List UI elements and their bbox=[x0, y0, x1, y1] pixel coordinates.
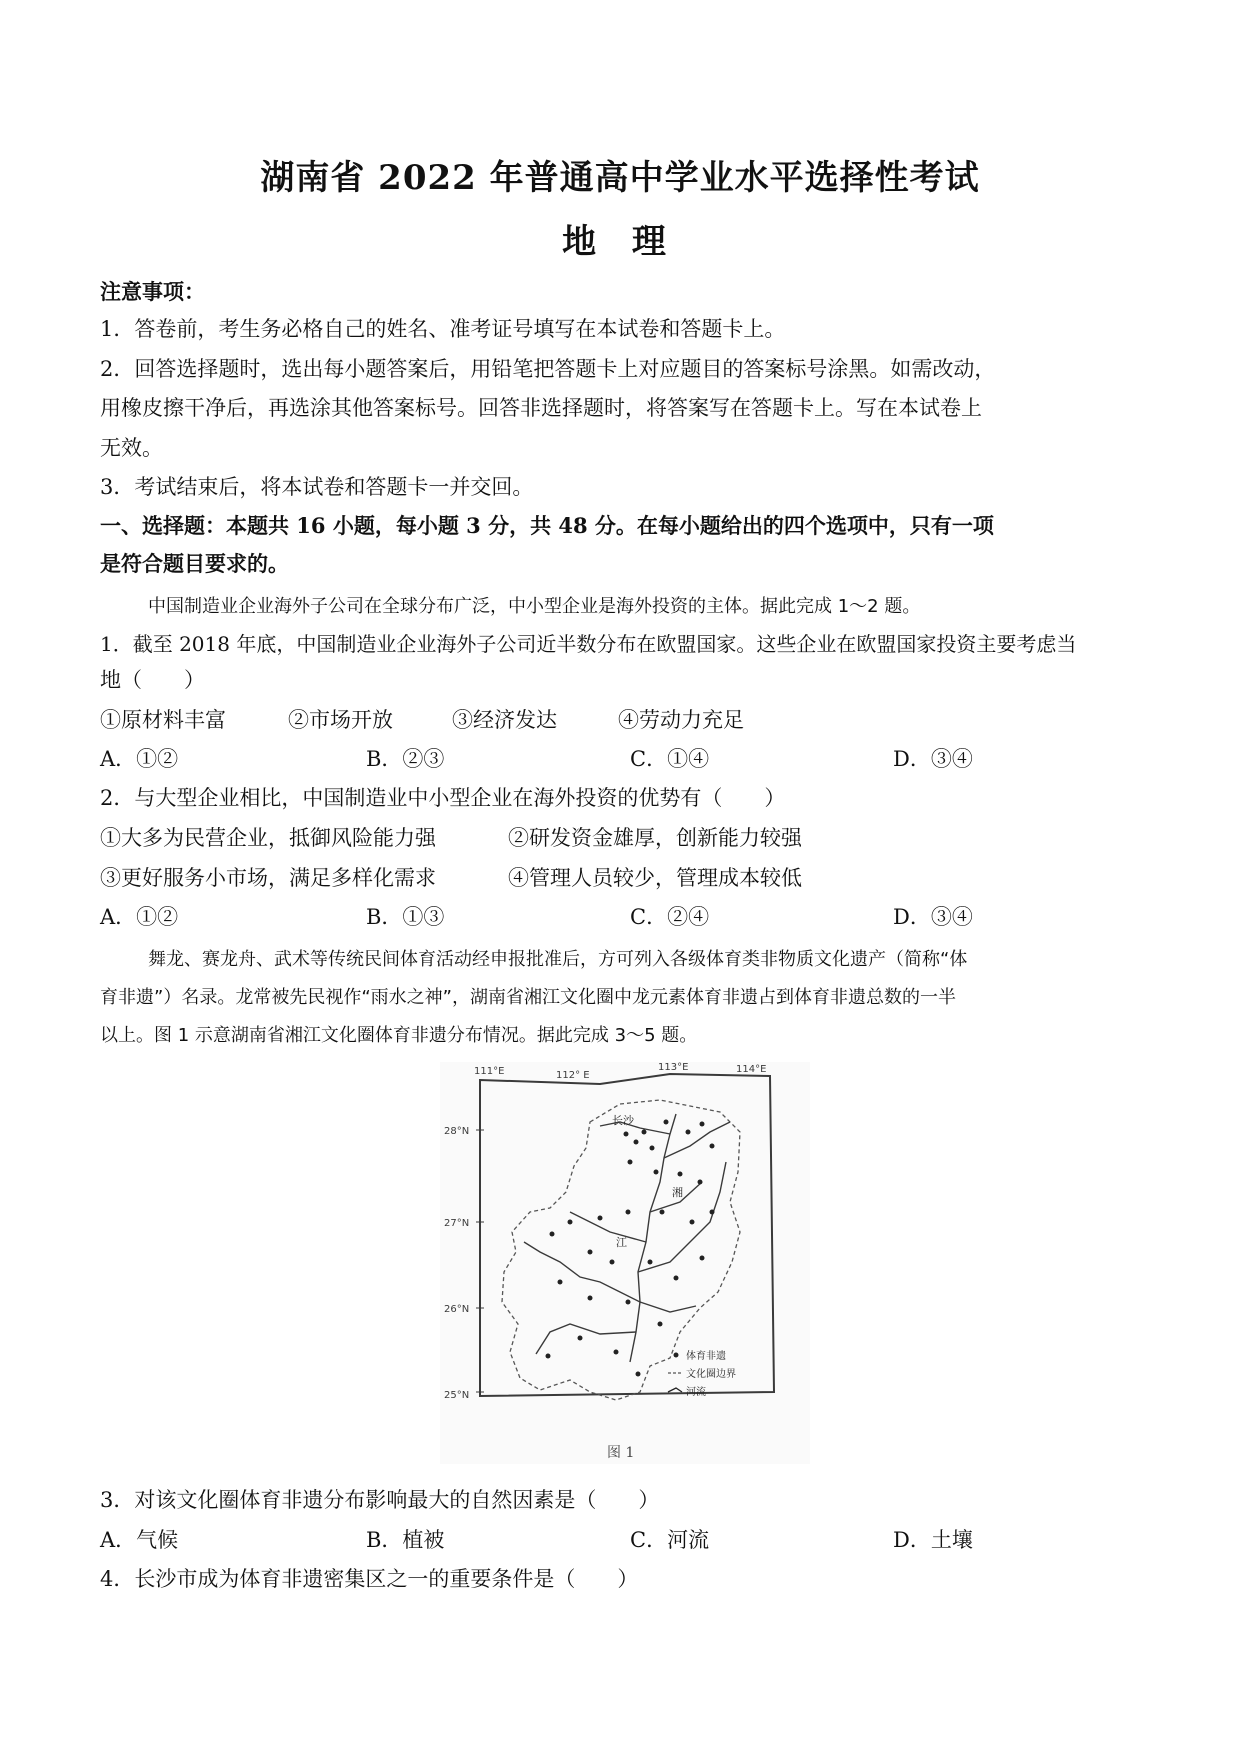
q1-option-d: D．③④ bbox=[893, 747, 973, 771]
lat-label: 28°N bbox=[444, 1126, 470, 1137]
q2-item: ③更好服务小市场，满足多样化需求 bbox=[100, 866, 436, 890]
passage-2-line: 育非遗”）名录。龙常被先民视作“雨水之神”，湖南省湘江文化圈中龙元素体育非遗占到体育非遗总数的一半 bbox=[100, 987, 956, 1008]
lon-label: 113°E bbox=[658, 1062, 689, 1073]
question-1-stem: 1．截至 2018 年底，中国制造业企业海外子公司近半数分布在欧盟国家。这些企业在欧盟国家投资主要考虑当 bbox=[100, 632, 1077, 656]
q2-option-c: C．②④ bbox=[630, 905, 710, 929]
subject-title: 地 理 bbox=[562, 222, 678, 262]
notice-item: 3．考试结束后，将本试卷和答题卡一并交回。 bbox=[100, 475, 534, 499]
section-heading: 一、选择题：本题共 16 小题，每小题 3 分，共 48 分。在每小题给出的四个选项中，只有一项 bbox=[100, 513, 994, 538]
notice-item: 无效。 bbox=[100, 436, 163, 460]
q1-item: ④劳动力充足 bbox=[618, 708, 744, 732]
question-2-stem: 2．与大型企业相比，中国制造业中小型企业在海外投资的优势有（ ） bbox=[100, 786, 786, 810]
notice-item: 2．回答选择题时，选出每小题答案后，用铅笔把答题卡上对应题目的答案标号涂黑。如需改动， bbox=[100, 357, 996, 381]
place-label-jiang: 江 bbox=[616, 1236, 627, 1249]
q3-option-c: C．河流 bbox=[630, 1528, 710, 1552]
legend-heritage: 体育非遗 bbox=[686, 1351, 726, 1362]
lat-label: 26°N bbox=[444, 1304, 470, 1315]
q2-option-a: A．①② bbox=[100, 905, 179, 929]
figure-1-map bbox=[440, 1062, 810, 1464]
figure-caption: 图 1 bbox=[607, 1445, 635, 1461]
q1-item: ③经济发达 bbox=[452, 708, 557, 732]
q2-item: ②研发资金雄厚，创新能力较强 bbox=[508, 826, 802, 850]
notice-item: 1．答卷前，考生务必格自己的姓名、准考证号填写在本试卷和答题卡上。 bbox=[100, 317, 786, 341]
passage-2-line: 以上。图 1 示意湖南省湘江文化圈体育非遗分布情况。据此完成 3～5 题。 bbox=[100, 1025, 698, 1046]
q1-option-c: C．①④ bbox=[630, 747, 710, 771]
q1-item: ②市场开放 bbox=[288, 708, 393, 732]
lat-label: 27°N bbox=[444, 1218, 470, 1229]
passage-1: 中国制造业企业海外子公司在全球分布广泛，中小型企业是海外投资的主体。据此完成 1～2 题。 bbox=[148, 596, 921, 617]
lon-label: 111°E bbox=[474, 1066, 505, 1077]
question-1-stem-cont: 地（ ） bbox=[100, 668, 205, 692]
q1-option-b: B．②③ bbox=[366, 747, 445, 771]
section-heading-cont: 是符合题目要求的。 bbox=[100, 551, 289, 576]
question-4-stem: 4．长沙市成为体育非遗密集区之一的重要条件是（ ） bbox=[100, 1567, 639, 1591]
place-label-changsha: 长沙 bbox=[612, 1114, 634, 1127]
q2-option-d: D．③④ bbox=[893, 905, 973, 929]
passage-2-line: 舞龙、赛龙舟、武术等传统民间体育活动经申报批准后，方可列入各级体育类非物质文化遗产（简称“体 bbox=[148, 949, 968, 970]
notice-item: 用橡皮擦干净后，再选涂其他答案标号。回答非选择题时，将答案写在答题卡上。写在本试卷上 bbox=[100, 396, 982, 420]
legend-river: 河流 bbox=[686, 1387, 706, 1398]
notice-heading: 注意事项： bbox=[100, 279, 205, 304]
q1-item: ①原材料丰富 bbox=[100, 708, 226, 732]
place-label-xiang: 湘 bbox=[672, 1186, 683, 1199]
map-svg bbox=[440, 1062, 810, 1464]
question-3-stem: 3．对该文化圈体育非遗分布影响最大的自然因素是（ ） bbox=[100, 1488, 660, 1512]
q2-item: ④管理人员较少，管理成本较低 bbox=[508, 866, 802, 890]
q3-option-d: D．土壤 bbox=[893, 1528, 973, 1552]
q2-option-b: B．①③ bbox=[366, 905, 445, 929]
q1-option-a: A．①② bbox=[100, 747, 179, 771]
q3-option-b: B．植被 bbox=[366, 1528, 445, 1552]
legend-boundary: 文化圈边界 bbox=[686, 1369, 736, 1380]
lat-label: 25°N bbox=[444, 1390, 470, 1401]
lon-label: 114°E bbox=[736, 1064, 767, 1075]
lon-label: 112° E bbox=[556, 1070, 590, 1081]
q3-option-a: A．气候 bbox=[100, 1528, 179, 1552]
q2-item: ①大多为民营企业，抵御风险能力强 bbox=[100, 826, 436, 850]
exam-title: 湖南省 2022 年普通高中学业水平选择性考试 bbox=[260, 158, 980, 198]
